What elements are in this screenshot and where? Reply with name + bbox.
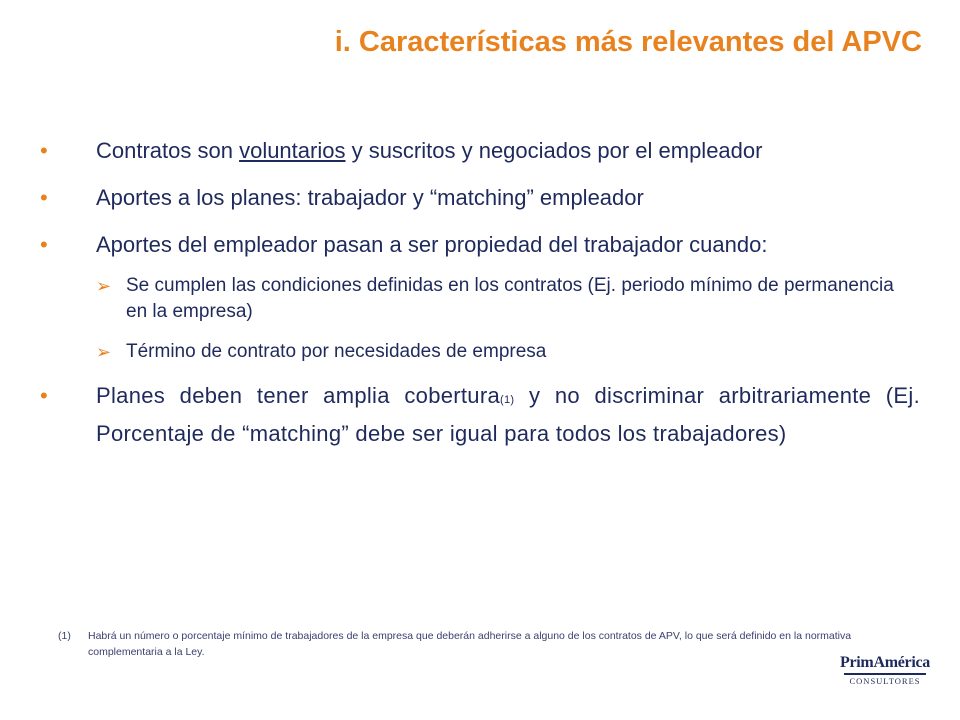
bullet-text-part: Planes deben tener amplia cobertura xyxy=(96,383,501,408)
page-title: i. Características más relevantes del APVC xyxy=(334,26,922,58)
bullet-dot: • xyxy=(40,185,48,210)
bullet-list xyxy=(40,134,920,464)
underlined-word: voluntarios xyxy=(239,138,346,163)
sub-bullet-item xyxy=(96,273,920,325)
sub-bullet-text: Término de contrato por necesidades de empresa xyxy=(126,341,547,362)
logo-divider xyxy=(844,673,926,675)
arrow-icon: ➢ xyxy=(96,342,112,362)
sub-bullet-list xyxy=(96,273,920,365)
bullet-text-part: y suscritos y negociados por el empleador xyxy=(345,138,763,163)
sub-bullet-text: Se cumplen las condiciones definidas en los contratos (Ej. periodo mínimo de permanencia en la empresa) xyxy=(126,275,894,322)
footnote xyxy=(58,628,908,660)
bullet-item xyxy=(40,181,920,214)
bullet-text-part: Contratos son xyxy=(96,138,240,163)
logo-subtitle: CONSULTORES xyxy=(849,676,921,686)
logo-brand: PrimAmérica xyxy=(840,654,930,671)
bullet-item xyxy=(40,228,920,261)
bullet-text xyxy=(96,379,920,450)
sub-bullet-item xyxy=(96,339,920,365)
company-logo xyxy=(840,654,930,686)
bullet-text: Aportes a los planes: trabajador y “matching” empleador xyxy=(96,185,644,210)
footnote-text: Habrá un número o porcentaje mínimo de trabajadores de la empresa que deberán adherirse a alguno de los contratos de APV, lo que será definido en la normativa complementaria a la Ley. xyxy=(88,630,852,658)
arrow-icon: ➢ xyxy=(96,276,112,296)
bullet-dot: • xyxy=(40,232,48,257)
bullet-text xyxy=(96,134,920,167)
bullet-text-part: y no discriminar arbitrariamente (Ej. Porcentaje de “matching” debe ser igual para todos los trabajadores) xyxy=(96,383,921,446)
footnote-ref: (1) xyxy=(500,394,515,406)
bullet-dot: • xyxy=(40,138,48,163)
footnote-number: (1) xyxy=(58,630,71,642)
bullet-item xyxy=(40,379,920,450)
bullet-text: Aportes del empleador pasan a ser propiedad del trabajador cuando: xyxy=(96,232,768,257)
bullet-dot: • xyxy=(40,383,48,408)
bullet-item xyxy=(40,134,920,167)
